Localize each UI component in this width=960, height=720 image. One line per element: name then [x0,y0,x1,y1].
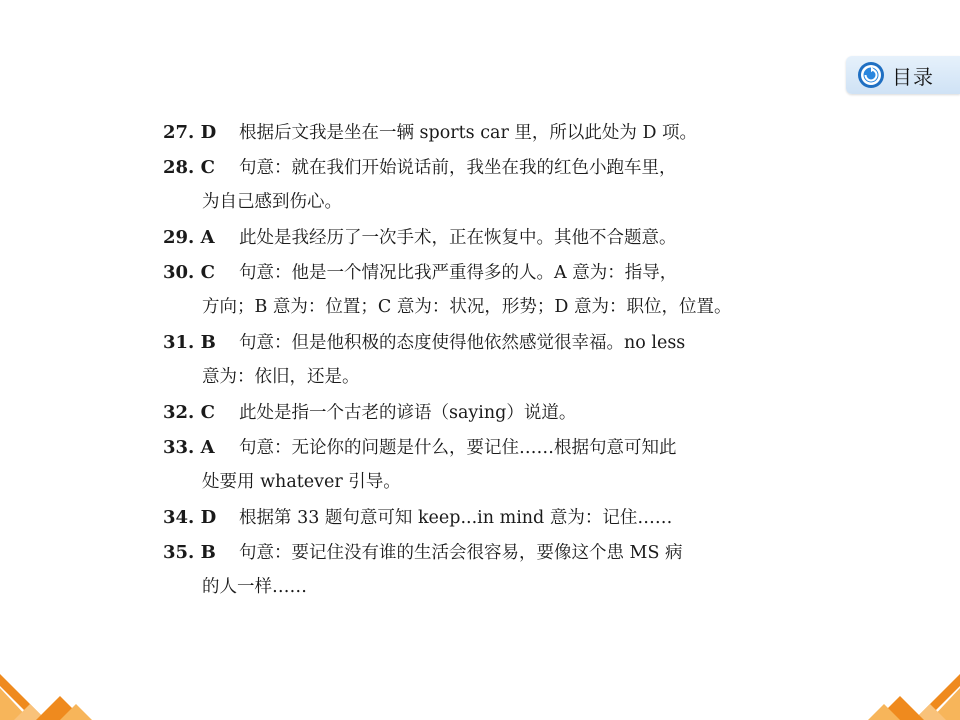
answer-number: 31. B [163,332,216,353]
answer-30 [163,255,813,290]
answer-33 [163,430,813,465]
answer-text: 的人一样…… [202,577,307,597]
toc-button[interactable] [846,56,960,94]
answer-number: 32. C [163,402,215,423]
answer-33-continuation [163,465,813,500]
answer-34 [163,500,813,535]
answer-list [163,115,813,605]
answer-number: 27. D [163,122,217,143]
answer-28-continuation [163,185,813,220]
answer-35-continuation [163,570,813,605]
answer-text: 此处是我经历了一次手术，正在恢复中。其他不合题意。 [239,228,677,248]
answer-35 [163,535,813,570]
answer-27 [163,115,813,150]
answer-text: 处要用 whatever 引导。 [202,472,401,492]
answer-28 [163,150,813,185]
answer-number: 28. C [163,157,215,178]
answer-text: 此处是指一个古老的谚语（saying）说道。 [239,403,577,423]
answer-number: 30. C [163,262,215,283]
answer-text: 为自己感到伤心。 [202,192,342,212]
answer-text: 句意：他是一个情况比我严重得多的人。A 意为：指导， [239,263,678,283]
answer-number: 33. A [163,437,215,458]
answer-number: 35. B [163,542,216,563]
answer-text: 句意：要记住没有谁的生活会很容易，要像这个患 MS 病 [239,543,683,563]
answer-text: 根据第 33 题句意可知 keep...in mind 意为：记住…… [239,508,673,528]
answer-29 [163,220,813,255]
answer-text: 意为：依旧，还是。 [202,367,360,387]
decorative-corner-left [0,668,100,720]
answer-31-continuation [163,360,813,395]
answer-30-continuation [163,290,813,325]
answer-31 [163,325,813,360]
return-arrow-icon [856,60,886,90]
answer-text: 句意：就在我们开始说话前，我坐在我的红色小跑车里， [239,158,677,178]
answer-number: 34. D [163,507,217,528]
answer-text: 根据后文我是坐在一辆 sports car 里，所以此处为 D 项。 [239,123,698,143]
answer-number: 29. A [163,227,215,248]
toc-label: 目录 [892,64,934,89]
answer-32 [163,395,813,430]
answer-text: 句意：但是他积极的态度使得他依然感觉很幸福。no less [239,333,686,353]
decorative-corner-right [860,668,960,720]
answer-text: 方向；B 意为：位置；C 意为：状况，形势；D 意为：职位，位置。 [202,297,732,317]
answer-text: 句意：无论你的问题是什么，要记住……根据句意可知此 [239,438,677,458]
